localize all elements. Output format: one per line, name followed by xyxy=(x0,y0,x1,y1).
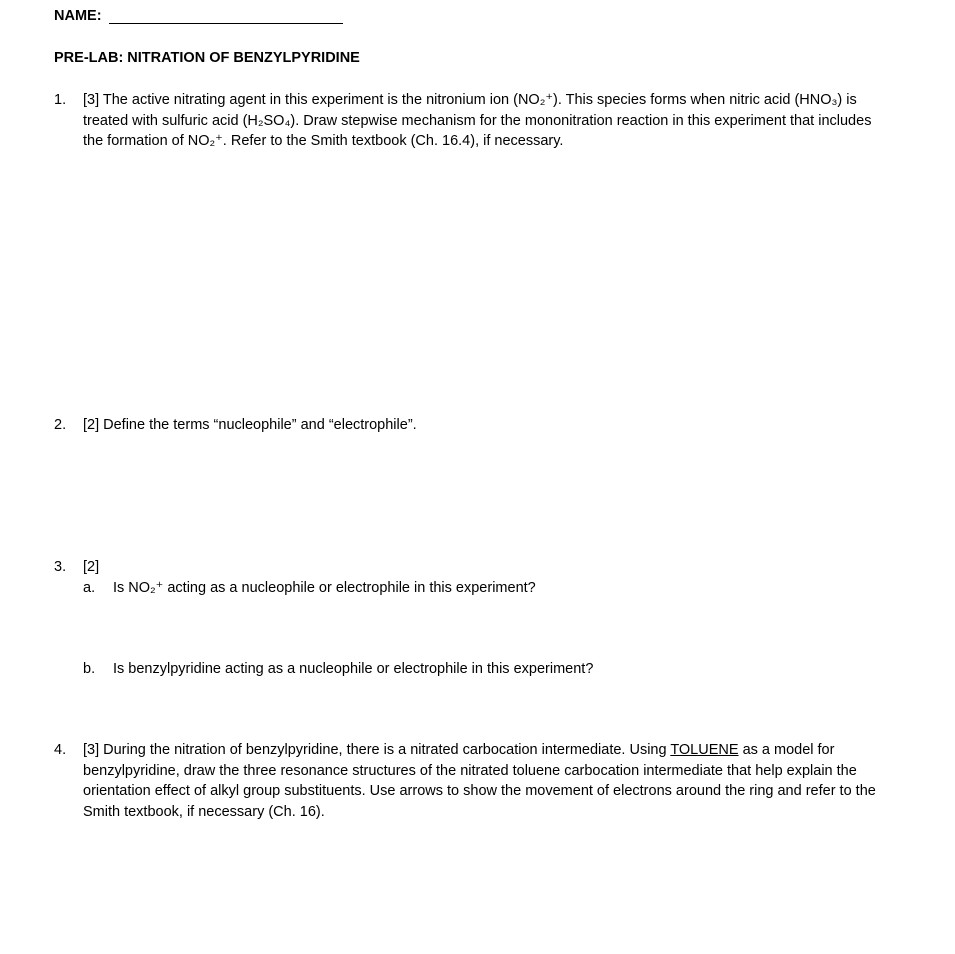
question-text-part-2: as a model for benzylpyridine, draw the three resonance structures of the nitrated toluene carbocation intermediate that help explain the orientation effect of alkyl group substituents. Use arrows to show the movement of electrons around the ring and refer to the Smith textbook, if necessary (Ch. 16). xyxy=(83,742,876,820)
question-3a xyxy=(83,578,536,599)
question-number: 3. xyxy=(54,559,67,575)
question-2 xyxy=(54,415,894,436)
name-label: NAME: xyxy=(54,8,102,24)
question-4 xyxy=(54,740,894,822)
question-number: 4. xyxy=(54,742,67,758)
part-text: Is NO₂⁺ acting as a nucleophile or electrophile in this experiment? xyxy=(113,580,536,596)
underlined-term: TOLUENE xyxy=(670,742,739,758)
question-text: [3] The active nitrating agent in this experiment is the nitronium ion (NO₂⁺). This species forms when nitric acid (HNO₃) is treated with sulfuric acid (H₂SO₄). Draw stepwise mechanism for the mononitration reaction in this experiment that includes the formation of NO₂⁺. Refer to the Smith textbook (Ch. 16.4), if necessary. xyxy=(83,92,872,149)
part-letter: b. xyxy=(83,661,96,677)
question-text-part-1: [3] During the nitration of benzylpyridine, there is a nitrated carbocation intermediate. Using xyxy=(83,742,671,758)
question-1 xyxy=(54,90,894,152)
name-field xyxy=(54,8,343,24)
question-3 xyxy=(54,557,894,578)
part-text: Is benzylpyridine acting as a nucleophile or electrophile in this experiment? xyxy=(113,661,594,677)
question-text xyxy=(83,740,894,822)
page-title: PRE-LAB: NITRATION OF BENZYLPYRIDINE xyxy=(54,50,360,66)
question-number: 1. xyxy=(54,92,67,108)
part-letter: a. xyxy=(83,580,96,596)
question-text: [2] Define the terms “nucleophile” and “electrophile”. xyxy=(83,417,417,433)
question-number: 2. xyxy=(54,417,67,433)
question-text: [2] xyxy=(83,559,100,575)
name-blank-line[interactable] xyxy=(109,11,343,24)
question-3b xyxy=(83,659,593,680)
